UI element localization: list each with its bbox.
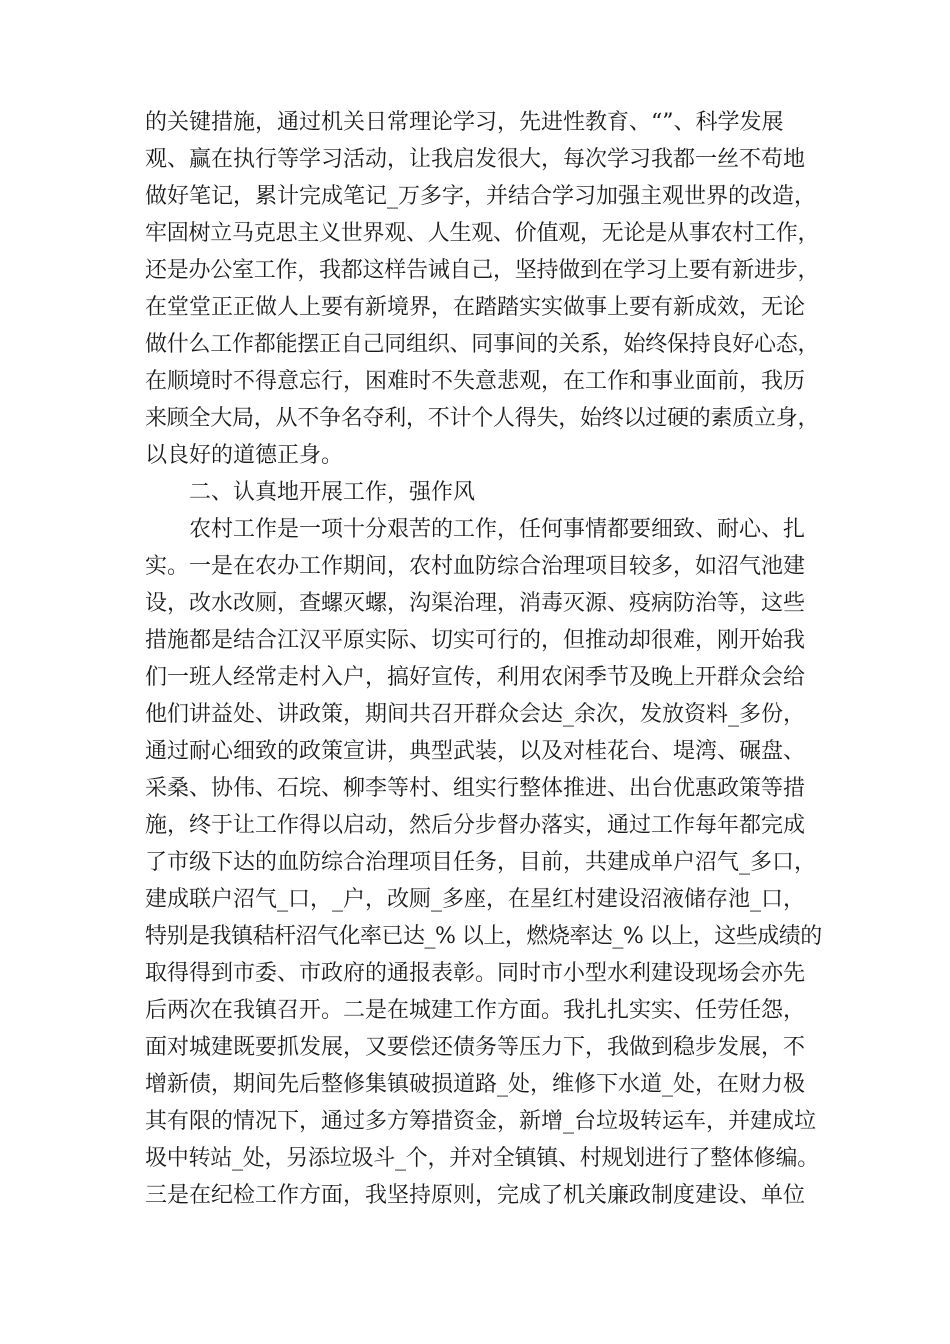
text-line: 面对城建既要抓发展，又要偿还债务等压力下，我做到稳步发展，不 [145, 1035, 806, 1060]
text-line: 的关键措施，通过机关日常理论学习，先进性教育、“”、科学发展 [145, 110, 784, 135]
text-line: 设，改水改厕，查螺灭螺，沟渠治理，消毒灭源、疫病防治等，这些 [145, 591, 806, 616]
text-line: 通过耐心细致的政策宣讲，典型武装，以及对桂花台、堤湾、碾盘、 [145, 739, 806, 764]
text-line: 做什么工作都能摆正自己同组织、同事间的关系，始终保持良好心态， [145, 332, 820, 357]
text-line: 采桑、协伟、石垸、柳李等村、组实行整体推进、出台优惠政策等措 [145, 776, 806, 801]
text-line: 在堂堂正正做人上要有新境界，在踏踏实实做事上要有新成效，无论 [145, 295, 806, 320]
text-line: 还是办公室工作，我都这样告诫自己，坚持做到在学习上要有新进步， [145, 258, 820, 283]
text-line: 增新债，期间先后整修集镇破损道路_处，维修下水道_处，在财力极 [145, 1072, 806, 1097]
body-text [145, 104, 825, 1214]
text-line: 观、赢在执行等学习活动，让我启发很大，每次学习我都一丝不苟地 [145, 147, 806, 172]
text-line: 其有限的情况下，通过多方筹措资金，新增_台垃圾转运车，并建成垃 [145, 1109, 817, 1134]
text-line: 三是在纪检工作方面，我坚持原则，完成了机关廉政制度建设、单位 [145, 1183, 806, 1208]
paragraph-first-line: 农村工作是一项十分艰苦的工作，任何事情都要细致、耐心、扎 [189, 517, 806, 542]
text-line: 以良好的道德正身。 [145, 443, 344, 468]
text-line: 了市级下达的血防综合治理项目任务，目前，共建成单户沼气_多口， [145, 850, 817, 875]
text-line: 做好笔记，累计完成笔记_万多字，并结合学习加强主观世界的改造， [145, 184, 817, 209]
text-line: 建成联户沼气_口，_户，改厕_多座，在星红村建设沼液储存池_口， [145, 887, 806, 912]
text-line: 后两次在我镇召开。二是在城建工作方面。我扎扎实实、任劳任怨， [145, 998, 806, 1023]
text-line: 牢固树立马克思主义世界观、人生观、价值观，无论是从事农村工作， [145, 221, 820, 246]
text-line: 实。一是在农办工作期间，农村血防综合治理项目较多，如沼气池建 [145, 554, 806, 579]
text-line: 他们讲益处、讲政策，期间共召开群众会达_余次，发放资料_多份， [145, 702, 806, 727]
text-line: 来顾全大局，从不争名夺利，不计个人得失，始终以过硬的素质立身， [145, 406, 820, 431]
text-line: 取得得到市委、市政府的通报表彰。同时市小型水利建设现场会亦先 [145, 961, 806, 986]
text-line: 圾中转站_处，另添垃圾斗_个，并对全镇镇、村规划进行了整体修编。 [145, 1146, 820, 1171]
text-line: 施，终于让工作得以启动，然后分步督办落实，通过工作每年都完成 [145, 813, 806, 838]
section-heading: 二、认真地开展工作，强作风 [189, 480, 476, 505]
text-line: 措施都是结合江汉平原实际、切实可行的，但推动却很难，刚开始我 [145, 628, 806, 653]
text-line: 们一班人经常走村入户，搞好宣传，利用农闲季节及晚上开群众会给 [145, 665, 806, 690]
text-line: 在顺境时不得意忘行，困难时不失意悲观，在工作和事业面前，我历 [145, 369, 806, 394]
text-line: 特别是我镇秸杆沼气化率已达_% 以上，燃烧率达_% 以上，这些成绩的 [145, 924, 822, 949]
